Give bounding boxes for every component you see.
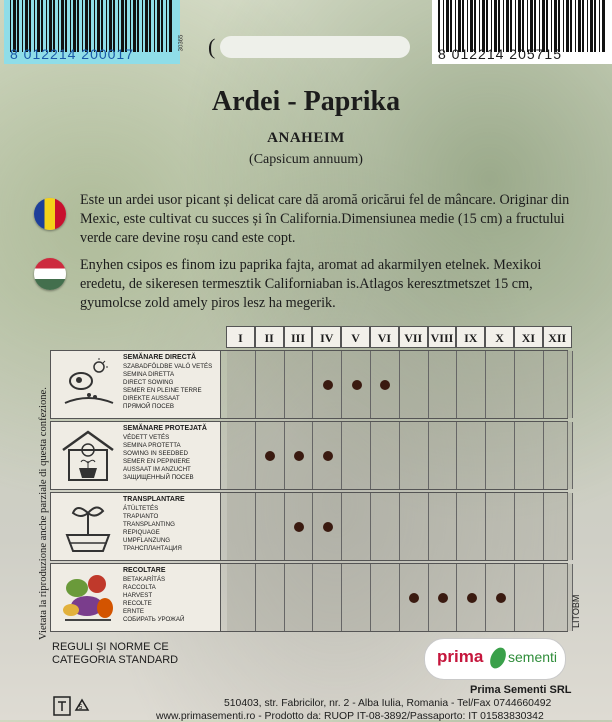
barcode-bar bbox=[13, 0, 16, 52]
calendar-cell bbox=[285, 564, 314, 631]
month-header: X bbox=[485, 326, 514, 348]
translation-line: ЗАЩИЩЕННЫЙ ПОСЕВ bbox=[123, 474, 194, 481]
translation-line: REPIQUAGE bbox=[123, 529, 160, 536]
barcode-bar bbox=[546, 0, 548, 52]
active-month-dot bbox=[294, 451, 304, 461]
harvest-icon bbox=[57, 570, 119, 626]
active-month-dot bbox=[380, 380, 390, 390]
translation-line: VÉDETT VETÉS bbox=[123, 434, 170, 441]
product-latin-name: (Capsicum annuum) bbox=[249, 152, 363, 167]
barcode-right-number: 8 012214 205715 bbox=[438, 46, 562, 62]
calendar-cell bbox=[371, 351, 400, 418]
barcode-bar bbox=[25, 0, 28, 52]
calendar-row-title: RECOLTARE bbox=[123, 567, 166, 574]
barcode-bar bbox=[458, 0, 461, 52]
barcode-bar bbox=[85, 0, 88, 52]
barcode-bar bbox=[539, 0, 540, 52]
barcode-bar bbox=[41, 0, 43, 52]
barcode-right bbox=[432, 0, 612, 64]
month-header: VII bbox=[399, 326, 428, 348]
active-month-dot bbox=[294, 522, 304, 532]
company-name: Prima Sementi SRL bbox=[470, 684, 572, 696]
calendar-cell bbox=[486, 493, 515, 560]
barcode-bar bbox=[578, 0, 581, 52]
translation-line: DIREKTE AUSSAAT bbox=[123, 395, 180, 402]
calendar-cell bbox=[285, 351, 314, 418]
translation-line: TRANSPLANTING bbox=[123, 521, 175, 528]
calendar-cell bbox=[429, 351, 458, 418]
barcode-bar bbox=[106, 0, 107, 52]
barcode-bar bbox=[479, 0, 480, 52]
barcode-bar bbox=[554, 0, 557, 52]
translation-line: SEMINA DIRETTA bbox=[123, 371, 175, 378]
barcode-bar bbox=[602, 0, 605, 52]
calendar-cell bbox=[342, 564, 371, 631]
barcode-bar bbox=[566, 0, 569, 52]
calendar-cell bbox=[227, 564, 256, 631]
barcode-bar bbox=[446, 0, 449, 52]
barcode-bar bbox=[474, 0, 476, 52]
barcode-bar bbox=[34, 0, 35, 52]
calendar-cell bbox=[457, 422, 486, 489]
barcode-bar bbox=[145, 0, 148, 52]
calendar-cell bbox=[486, 422, 515, 489]
barcode-bar bbox=[470, 0, 473, 52]
calendar-row-title: TRANSPLANTARE bbox=[123, 496, 185, 503]
translation-line: SEMER EN PEPINIERE bbox=[123, 458, 191, 465]
calendar-cell bbox=[400, 564, 429, 631]
active-month-dot bbox=[323, 522, 333, 532]
barcode-bar bbox=[17, 0, 19, 52]
description-hungarian: Enyhen csipos es finom izu paprika fajta, aromat ad akarmilyen etelnek. Mexikoi eredetu, de sikeresen termesztik Californiaban is.Atlagos keresztmetszet 15 cm, gyumolcse zold amely piros lesz ha megerik. bbox=[80, 257, 542, 311]
calendar-row-title: SEMĂNARE PROTEJATĂ bbox=[123, 425, 207, 432]
calendar-cell bbox=[371, 422, 400, 489]
barcode-bar bbox=[73, 0, 76, 52]
standard-rules bbox=[52, 641, 178, 667]
small-code: 30365 bbox=[178, 34, 185, 52]
calendar-row bbox=[50, 350, 568, 419]
calendar-row-title: SEMĂNARE DIRECTĂ bbox=[123, 354, 197, 361]
active-month-dot bbox=[352, 380, 362, 390]
barcode-bar bbox=[590, 0, 593, 52]
calendar-cell bbox=[342, 493, 371, 560]
translation-line: SOWING IN SEEDBED bbox=[123, 450, 188, 457]
romania-flag-icon bbox=[34, 198, 66, 230]
barcode-bar bbox=[142, 0, 143, 52]
translation-line: SZABADFÖLDBE VALÓ VETÉS bbox=[123, 363, 213, 370]
translation-line: HARVEST bbox=[123, 592, 153, 599]
barcode-bar bbox=[121, 0, 124, 52]
barcode-bar bbox=[94, 0, 95, 52]
barcode-left bbox=[4, 0, 180, 64]
barcode-bar bbox=[455, 0, 456, 52]
barcode-bar bbox=[506, 0, 509, 52]
barcode-bar bbox=[161, 0, 163, 52]
translation-line: TRAPIANTO bbox=[123, 513, 159, 520]
calendar-cell bbox=[544, 493, 573, 560]
translation-line: SEMER EN PLEINE TERRE bbox=[123, 387, 202, 394]
translation-line: UMPFLANZUNG bbox=[123, 537, 171, 544]
barcode-bar bbox=[101, 0, 103, 52]
calendar-cell bbox=[256, 493, 285, 560]
barcode-bar bbox=[575, 0, 576, 52]
protected-sowing-icon bbox=[57, 428, 119, 484]
recycle-icon bbox=[52, 694, 96, 718]
barcode-bar bbox=[82, 0, 83, 52]
calendar-cell bbox=[429, 422, 458, 489]
month-header: VI bbox=[370, 326, 399, 348]
company-address: 510403, str. Fabricilor, nr. 2 - Alba Iulia, Romania - Tel/Fax 0744660492 bbox=[224, 698, 552, 709]
barcode-bar bbox=[113, 0, 115, 52]
month-header: XII bbox=[543, 326, 572, 348]
barcode-bar bbox=[482, 0, 485, 52]
barcode-bar bbox=[467, 0, 468, 52]
translation-line: СОБИРАТЬ УРОЖАЙ bbox=[123, 616, 185, 623]
barcode-bar bbox=[137, 0, 139, 52]
calendar-cell bbox=[285, 422, 314, 489]
barcode-bar bbox=[486, 0, 488, 52]
calendar-row bbox=[50, 421, 568, 490]
product-variety: ANAHEIM bbox=[267, 130, 345, 146]
calendar-cell bbox=[457, 493, 486, 560]
calendar-cell bbox=[400, 493, 429, 560]
barcode-bar bbox=[527, 0, 528, 52]
barcode-bar bbox=[22, 0, 23, 52]
print-code: LITOBM bbox=[571, 594, 581, 628]
calendar-row-translations bbox=[123, 576, 184, 624]
calendar-cell bbox=[515, 493, 544, 560]
barcode-bar bbox=[29, 0, 31, 52]
calendar-row-label bbox=[51, 564, 221, 631]
calendar-cell bbox=[256, 422, 285, 489]
calendar-row-translations bbox=[123, 434, 194, 482]
hang-slot-mark: ( bbox=[208, 34, 216, 59]
translation-line: RACCOLTA bbox=[123, 584, 156, 591]
barcode-bar bbox=[169, 0, 172, 52]
calendar-cell bbox=[400, 422, 429, 489]
product-title: Ardei - Paprika bbox=[211, 86, 401, 117]
barcode-bar bbox=[166, 0, 167, 52]
barcode-bar bbox=[522, 0, 524, 52]
translation-line: ERNTE bbox=[123, 608, 144, 615]
calendar-cell bbox=[486, 564, 515, 631]
active-month-dot bbox=[409, 593, 419, 603]
calendar-cell bbox=[486, 351, 515, 418]
calendar-row-translations bbox=[123, 505, 182, 553]
translation-line: RECOLTE bbox=[123, 600, 152, 607]
barcode-bar bbox=[587, 0, 588, 52]
barcode-bar bbox=[570, 0, 572, 52]
barcode-bar bbox=[109, 0, 112, 52]
rules-line-2: CATEGORIA STANDARD bbox=[52, 654, 179, 666]
calendar-cell bbox=[429, 564, 458, 631]
barcode-bar bbox=[599, 0, 600, 52]
logo-prima-text: prima bbox=[437, 647, 484, 666]
barcode-bar bbox=[594, 0, 596, 52]
translation-line: SEMINA PROTETTA bbox=[123, 442, 181, 449]
barcode-bar bbox=[97, 0, 100, 52]
barcode-bar bbox=[65, 0, 67, 52]
barcode-bar bbox=[438, 0, 440, 52]
barcode-bar bbox=[443, 0, 444, 52]
calendar-cell bbox=[256, 564, 285, 631]
calendar-cell bbox=[515, 564, 544, 631]
barcode-bar bbox=[46, 0, 47, 52]
calendar-cell bbox=[371, 564, 400, 631]
calendar-cell bbox=[515, 351, 544, 418]
calendar-cell bbox=[227, 493, 256, 560]
barcode-bar bbox=[157, 0, 160, 52]
active-month-dot bbox=[438, 593, 448, 603]
company-footer: www.primasementi.ro - Prodotto da: RUOP IT-08-3892/Passaporto: IT 01583830342 bbox=[156, 711, 544, 722]
calendar-cell bbox=[544, 564, 573, 631]
prima-sementi-logo bbox=[424, 638, 566, 680]
active-month-dot bbox=[496, 593, 506, 603]
calendar-cell bbox=[256, 351, 285, 418]
barcode-bar bbox=[534, 0, 536, 52]
barcode-bar bbox=[530, 0, 533, 52]
barcode-bar bbox=[498, 0, 500, 52]
direct-sowing-icon bbox=[57, 357, 119, 413]
calendar-row-translations bbox=[123, 363, 212, 411]
translation-line: BETAKARÍTÁS bbox=[123, 576, 166, 583]
calendar-cell bbox=[227, 422, 256, 489]
month-header: IX bbox=[456, 326, 485, 348]
barcode-bar bbox=[133, 0, 136, 52]
barcode-bar bbox=[77, 0, 79, 52]
calendar-row bbox=[50, 492, 568, 561]
calendar-cell bbox=[342, 351, 371, 418]
translation-line: AUSSAAT IM ANZUCHT bbox=[123, 466, 191, 473]
barcode-bar bbox=[494, 0, 497, 52]
logo-sementi-text: sementi bbox=[508, 649, 558, 665]
barcode-bar bbox=[125, 0, 127, 52]
barcode-bar bbox=[582, 0, 584, 52]
translation-line: ÁTÜLTETÉS bbox=[123, 505, 159, 512]
barcode-bar bbox=[551, 0, 552, 52]
calendar-cell bbox=[544, 422, 573, 489]
calendar-cell bbox=[342, 422, 371, 489]
calendar-cell bbox=[429, 493, 458, 560]
barcode-bar bbox=[118, 0, 119, 52]
barcode-bar bbox=[61, 0, 64, 52]
month-header: V bbox=[341, 326, 370, 348]
barcode-bar bbox=[542, 0, 545, 52]
calendar-cell bbox=[285, 493, 314, 560]
active-month-dot bbox=[323, 451, 333, 461]
barcode-bar bbox=[70, 0, 71, 52]
calendar-row-label bbox=[51, 422, 221, 489]
calendar-cell bbox=[400, 351, 429, 418]
calendar-cell bbox=[313, 493, 342, 560]
calendar-cell bbox=[313, 351, 342, 418]
barcode-bar bbox=[89, 0, 91, 52]
calendar-row-label bbox=[51, 351, 221, 418]
barcode-bar bbox=[58, 0, 59, 52]
calendar-cell bbox=[457, 351, 486, 418]
hang-slot bbox=[220, 36, 410, 58]
barcode-bar bbox=[503, 0, 504, 52]
barcode-bar bbox=[130, 0, 131, 52]
calendar-cell bbox=[313, 564, 342, 631]
calendar-cell bbox=[371, 493, 400, 560]
translation-line: ТРАНСПЛАНТАЦИЯ bbox=[123, 545, 182, 552]
month-header: IV bbox=[312, 326, 341, 348]
calendar-cell bbox=[515, 422, 544, 489]
translation-line: ПРЯМОЙ ПОСЕВ bbox=[123, 403, 175, 410]
description-romanian: Este un ardei usor picant și delicat care dă aromă oricărui fel de mâncare. Originar din Mexic, este cultivat cu succes și în California.Dimensiunea medie (15 cm) a fructului verde care devine roșu cand este copt. bbox=[80, 192, 570, 246]
barcode-bar bbox=[510, 0, 512, 52]
barcode-bar bbox=[491, 0, 492, 52]
translation-line: DIRECT SOWING bbox=[123, 379, 174, 386]
barcode-bar bbox=[49, 0, 52, 52]
barcode-bar bbox=[515, 0, 516, 52]
active-month-dot bbox=[467, 593, 477, 603]
barcode-right-bars bbox=[438, 0, 606, 52]
barcode-bar bbox=[563, 0, 564, 52]
barcode-bar bbox=[37, 0, 40, 52]
sowing-calendar bbox=[50, 326, 568, 633]
month-header: II bbox=[255, 326, 284, 348]
barcode-bar bbox=[558, 0, 560, 52]
active-month-dot bbox=[323, 380, 333, 390]
month-header: III bbox=[284, 326, 313, 348]
leaf-icon bbox=[487, 645, 509, 671]
calendar-cell bbox=[313, 422, 342, 489]
barcode-bar bbox=[10, 0, 11, 52]
month-header: XI bbox=[514, 326, 543, 348]
barcode-bar bbox=[518, 0, 521, 52]
calendar-cell bbox=[227, 351, 256, 418]
barcode-bar bbox=[462, 0, 464, 52]
barcode-left-number: 8 012214 200017 bbox=[10, 46, 134, 62]
calendar-cell bbox=[544, 351, 573, 418]
barcode-bar bbox=[149, 0, 151, 52]
month-header: VIII bbox=[428, 326, 457, 348]
month-header: I bbox=[226, 326, 255, 348]
barcode-bar bbox=[154, 0, 155, 52]
hungary-flag-icon bbox=[34, 258, 66, 290]
barcode-bar bbox=[53, 0, 55, 52]
barcode-bar bbox=[450, 0, 452, 52]
calendar-row-label bbox=[51, 493, 221, 560]
active-month-dot bbox=[265, 451, 275, 461]
calendar-row bbox=[50, 563, 568, 632]
calendar-cell bbox=[457, 564, 486, 631]
transplanting-icon bbox=[57, 499, 119, 555]
barcode-left-bars bbox=[10, 0, 174, 52]
reproduction-notice: Vietata la riproduzione anche parziale di questa confezione. bbox=[38, 387, 49, 640]
svg-text:5: 5 bbox=[79, 705, 83, 711]
rules-line-1: REGULI ȘI NORME CE bbox=[52, 641, 169, 653]
